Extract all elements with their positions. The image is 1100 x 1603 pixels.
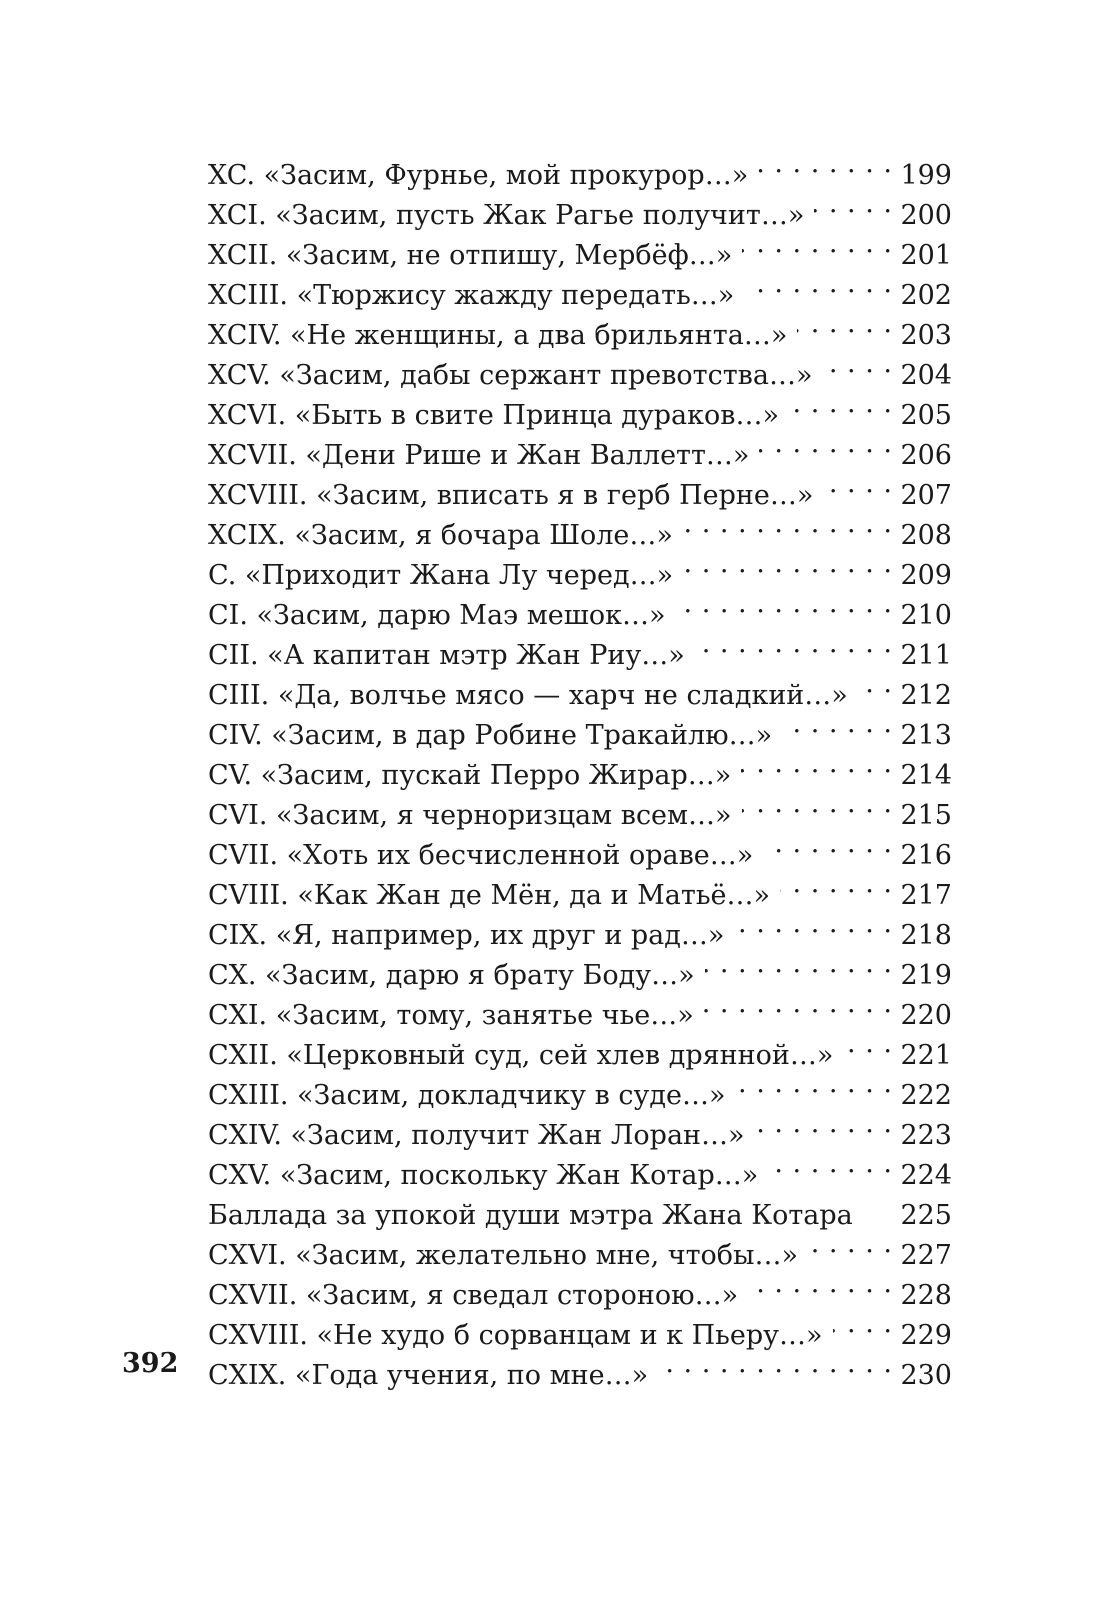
toc-entry-page: 202 [900, 280, 952, 311]
toc-dot-leader [683, 504, 893, 544]
toc-entry-title: XCIX. «Засим, я бочара Шоле…» [208, 520, 673, 551]
toc-entry-page: 206 [900, 440, 952, 471]
toc-entry-page: 205 [900, 400, 952, 431]
toc-entry-page: 213 [900, 720, 952, 751]
toc-entry [208, 144, 952, 191]
toc-entry-page: 219 [900, 960, 952, 991]
toc-dot-leader [863, 1184, 893, 1224]
toc-dot-leader [683, 544, 892, 584]
toc-entry-page: 215 [900, 800, 952, 831]
toc-dot-leader [736, 1064, 893, 1104]
toc-entry-title: CVII. «Хоть их бесчисленной ораве…» [208, 840, 754, 871]
toc-dot-leader [675, 584, 892, 624]
toc-dot-leader [833, 1304, 893, 1344]
toc-dot-leader [758, 144, 892, 184]
toc-entry-page: 203 [900, 320, 952, 351]
toc-entry-page: 212 [900, 680, 952, 711]
toc-dot-leader [814, 184, 892, 224]
toc-entry-title: CV. «Засим, пускай Перро Жирар…» [208, 760, 732, 791]
toc-entry-title: XCVIII. «Засим, вписать я в герб Перне…» [208, 480, 814, 511]
toc-dot-leader [755, 1104, 893, 1144]
toc-entry-title: XCV. «Засим, дабы сержант превотства…» [208, 360, 813, 391]
toc-entry-title: CIV. «Засим, в дар Робине Тракайлю…» [208, 720, 773, 751]
toc-entry-title: Баллада за упокой души мэтра Жана Котара [208, 1200, 853, 1231]
toc-dot-leader [742, 784, 893, 824]
toc-dot-leader [734, 904, 892, 944]
toc-dot-leader [763, 824, 892, 864]
toc-entry-page: 224 [900, 1160, 952, 1191]
toc-entry-page: 227 [900, 1240, 952, 1271]
toc-entry-page: 225 [900, 1200, 952, 1231]
toc-dot-leader [705, 944, 893, 984]
toc-entry-title: CXV. «Засим, поскольку Жан Котар…» [208, 1160, 759, 1191]
toc-dot-leader [768, 1144, 892, 1184]
toc-entry-page: 209 [900, 560, 952, 591]
toc-entry-page: 218 [900, 920, 952, 951]
toc-dot-leader [780, 864, 892, 904]
toc-entry-title: CXIX. «Года учения, по мне…» [208, 1360, 649, 1391]
toc-entry-page: 222 [900, 1080, 952, 1111]
toc-dot-leader [782, 704, 892, 744]
toc-dot-leader [789, 384, 892, 424]
table-of-contents [208, 144, 952, 1391]
toc-entry-title: CXIII. «Засим, докладчику в суде…» [208, 1080, 726, 1111]
toc-dot-leader [759, 424, 892, 464]
toc-entry-title: XCIII. «Тюржису жажду передать…» [208, 280, 735, 311]
toc-entry-title: CXVIII. «Не худо б сорванцам и к Пьеру…» [208, 1320, 823, 1351]
toc-dot-leader [741, 744, 892, 784]
toc-entry-page: 216 [900, 840, 952, 871]
toc-entry-page: 221 [900, 1040, 952, 1071]
toc-entry-title: CXI. «Засим, тому, занятье чье…» [208, 1000, 694, 1031]
toc-dot-leader [695, 624, 893, 664]
toc-entry-page: 211 [900, 640, 952, 671]
toc-entry-title: CVI. «Засим, я черноризцам всем…» [208, 800, 732, 831]
toc-dot-leader [808, 1224, 892, 1264]
toc-entry-page: 230 [900, 1360, 952, 1391]
toc-entry-page: 210 [900, 600, 952, 631]
toc-dot-leader [822, 344, 892, 384]
toc-dot-leader [797, 304, 892, 344]
toc-dot-leader [748, 1264, 892, 1304]
toc-entry-page: 223 [900, 1120, 952, 1151]
toc-entry-title: CXVI. «Засим, желательно мне, чтобы…» [208, 1240, 799, 1271]
toc-entry-title: XCIV. «Не женщины, а два брильянта…» [208, 320, 788, 351]
toc-entry-page: 214 [900, 760, 952, 791]
toc-dot-leader [823, 464, 892, 504]
toc-entry-title: CIX. «Я, например, их друг и рад…» [208, 920, 725, 951]
toc-entry-page: 204 [900, 360, 952, 391]
toc-dot-leader [658, 1344, 892, 1384]
toc-entry-title: CII. «А капитан мэтр Жан Риу…» [208, 640, 685, 671]
toc-entry-title: XC. «Засим, Фурнье, мой прокурор…» [208, 160, 749, 191]
toc-entry-title: XCII. «Засим, не отпишу, Мербёф…» [208, 240, 733, 271]
toc-dot-leader [744, 264, 892, 304]
toc-dot-leader [704, 984, 893, 1024]
toc-entry-title: XCI. «Засим, пусть Жак Рагье получит…» [208, 200, 805, 231]
toc-dot-leader [858, 664, 893, 704]
toc-entry-title: CXIV. «Засим, получит Жан Лоран…» [208, 1120, 745, 1151]
toc-entry-title: XCVI. «Быть в свите Принца дураков…» [208, 400, 780, 431]
toc-entry-page: 201 [900, 240, 952, 271]
toc-entry-page: 229 [900, 1320, 952, 1351]
toc-entry-page: 220 [900, 1000, 952, 1031]
toc-entry-title: CI. «Засим, дарю Маэ мешок…» [208, 600, 666, 631]
toc-entry-page: 200 [900, 200, 952, 231]
toc-entry-title: CXII. «Церковный суд, сей хлев дрянной…» [208, 1040, 834, 1071]
toc-entry-page: 217 [900, 880, 952, 911]
toc-entry-title: CIII. «Да, волчье мясо — харч не сладкий…» [208, 680, 848, 711]
page-number: 392 [122, 1348, 179, 1379]
toc-entry-title: CXVII. «Засим, я сведал стороною…» [208, 1280, 739, 1311]
toc-entry-title: CVIII. «Как Жан де Мён, да и Матьё…» [208, 880, 771, 911]
toc-dot-leader [742, 224, 892, 264]
toc-entry-page: 208 [900, 520, 952, 551]
toc-dot-leader [843, 1024, 892, 1064]
toc-entry-page: 207 [900, 480, 952, 511]
toc-entry-page: 199 [900, 160, 952, 191]
toc-entry-title: XCVII. «Дени Рише и Жан Валлетт…» [208, 440, 750, 471]
toc-entry-page: 228 [900, 1280, 952, 1311]
toc-entry-title: C. «Приходит Жана Лу черед…» [208, 560, 674, 591]
toc-entry-title: CX. «Засим, дарю я брату Боду…» [208, 960, 695, 991]
